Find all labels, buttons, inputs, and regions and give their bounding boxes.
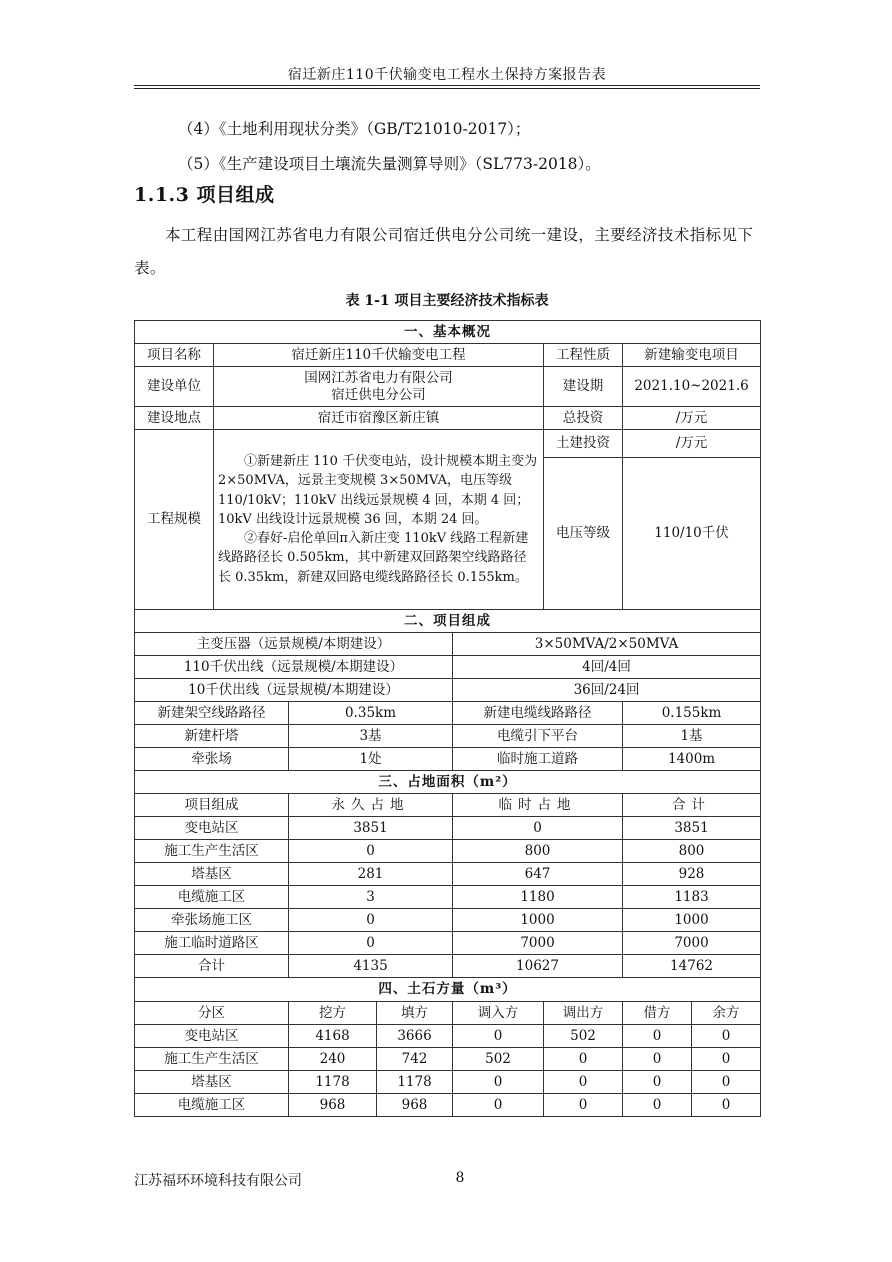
out10-label: 10千伏出线（远景规模/本期建设）	[135, 679, 453, 702]
earth-header: 调入方	[453, 1002, 544, 1025]
builder-line: 宿迁供电分公司	[331, 386, 426, 403]
land-cell: 1000	[623, 909, 761, 932]
earth-cell: 0	[544, 1048, 623, 1071]
earth-cell: 742	[377, 1048, 453, 1071]
land-cell: 牵张场施工区	[135, 909, 289, 932]
builder-value	[214, 367, 544, 407]
land-cell: 1000	[453, 909, 623, 932]
table-row	[135, 886, 761, 909]
earth-header-borrow: 借方	[623, 1002, 692, 1024]
earth-cell: 0	[544, 1071, 623, 1094]
total-invest-value: /万元	[623, 407, 761, 430]
earth-cell-pair	[623, 1025, 761, 1048]
land-cell: 7000	[453, 932, 623, 955]
total-invest-label: 总投资	[544, 407, 623, 430]
cable-label: 新建电缆线路路径	[453, 702, 623, 725]
earth-cell: 0	[721, 1050, 731, 1067]
earth-cell: 4168	[289, 1025, 377, 1048]
transformer-value: 3×50MVA/2×50MVA	[453, 633, 761, 656]
overhead-label: 新建架空线路路径	[135, 702, 289, 725]
land-cell: 变电站区	[135, 817, 289, 840]
header-rule-thin	[134, 88, 760, 89]
table-row	[135, 840, 761, 863]
platform-label: 电缆引下平台	[453, 725, 623, 748]
earth-cell: 0	[453, 1071, 544, 1094]
earth-header-surplus: 余方	[712, 1004, 740, 1021]
land-header: 临时占地	[453, 794, 623, 817]
earth-header: 填方	[377, 1002, 453, 1025]
table-caption: 表 1-1 项目主要经济技术指标表	[345, 293, 549, 309]
tower-label: 新建杆塔	[135, 725, 289, 748]
earth-header: 调出方	[544, 1002, 623, 1025]
earth-cell: 502	[453, 1048, 544, 1071]
indicator-table	[134, 320, 761, 1117]
earth-cell: 1178	[377, 1071, 453, 1094]
header-rule	[134, 85, 760, 86]
earth-cell: 502	[544, 1025, 623, 1048]
section-earthwork-title: 四、土石方量（m³）	[135, 978, 761, 1002]
earth-cell: 0	[623, 1071, 692, 1093]
earth-cell: 0	[544, 1094, 623, 1117]
earth-header	[623, 1002, 761, 1025]
footer-company: 江苏福环环境科技有限公司	[134, 1173, 302, 1189]
nature-label: 工程性质	[544, 344, 623, 367]
land-cell: 3851	[289, 817, 453, 840]
tension-label: 牵张场	[135, 748, 289, 771]
land-cell: 1180	[453, 886, 623, 909]
builder-label: 建设单位	[135, 367, 214, 407]
earth-cell: 0	[721, 1027, 731, 1044]
builder-line: 国网江苏省电力有限公司	[304, 369, 453, 386]
out110-label: 110千伏出线（远景规模/本期建设）	[135, 656, 453, 679]
land-cell: 647	[453, 863, 623, 886]
land-cell: 塔基区	[135, 863, 289, 886]
road-value: 1400m	[623, 748, 761, 771]
land-cell: 800	[623, 840, 761, 863]
cable-value: 0.155km	[623, 702, 761, 725]
land-cell: 0	[453, 817, 623, 840]
table-row	[135, 932, 761, 955]
scale-paragraph: ②春好-启伦单回π入新庄变 110kV 线路工程新建线路路径长 0.505km，其中新建双回路架空线路路径长 0.35km，新建双回路电缆线路路径长 0.155km。	[218, 531, 529, 585]
out10-value: 36回/24回	[453, 679, 761, 702]
earth-cell: 0	[721, 1073, 731, 1090]
land-cell: 14762	[623, 955, 761, 978]
nature-value: 新建输变电项目	[623, 344, 761, 367]
land-cell: 281	[289, 863, 453, 886]
earth-cell: 0	[721, 1096, 731, 1113]
earth-cell: 1178	[289, 1071, 377, 1094]
table-row	[135, 1071, 761, 1094]
earth-cell: 0	[623, 1094, 692, 1116]
civil-invest-label: 土建投资	[544, 430, 623, 458]
scale-paragraph: ①新建新庄 110 千伏变电站，设计规模本期主变为 2×50MVA，远景主变规模 3×50MVA，电压等级 110/10kV；110kV 出线远景规模 4 回，本期 4 回；10kV 出线设计远景规模 36 回，本期 24 回。	[218, 453, 538, 527]
table-row	[135, 1025, 761, 1048]
land-cell: 0	[289, 932, 453, 955]
land-cell: 928	[623, 863, 761, 886]
section-land-title: 三、占地面积（m²）	[135, 771, 761, 794]
intro-paragraph: 本工程由国网江苏省电力有限公司宿迁供电分公司统一建设，主要经济技术指标见下表。	[134, 226, 754, 277]
table-row	[135, 1048, 761, 1071]
land-cell: 0	[289, 909, 453, 932]
earth-cell: 0	[623, 1048, 692, 1070]
voltage-value: 110/10千伏	[623, 458, 761, 610]
land-cell: 3	[289, 886, 453, 909]
land-cell: 电缆施工区	[135, 886, 289, 909]
tension-value: 1处	[289, 748, 453, 771]
platform-value: 1基	[623, 725, 761, 748]
voltage-label: 电压等级	[544, 458, 623, 610]
earth-cell-pair	[623, 1071, 761, 1094]
land-cell: 3851	[623, 817, 761, 840]
page-number: 8	[455, 1170, 465, 1186]
land-cell: 7000	[623, 932, 761, 955]
reference-item: （5）《生产建设项目土壤流失量测算导则》（SL773-2018）。	[178, 155, 601, 173]
reference-item: （4）《土地利用现状分类》（GB/T21010-2017）；	[178, 120, 531, 138]
earth-cell: 0	[453, 1094, 544, 1117]
earth-cell: 电缆施工区	[135, 1094, 289, 1117]
location-label: 建设地点	[135, 407, 214, 430]
period-label: 建设期	[544, 367, 623, 407]
civil-invest-value: /万元	[623, 430, 761, 458]
section-basic-title: 一、基本概况	[135, 321, 761, 344]
earth-cell: 施工生产生活区	[135, 1048, 289, 1071]
transformer-label: 主变压器（远景规模/本期建设）	[135, 633, 453, 656]
land-header: 永久占地	[289, 794, 453, 817]
section-title: 1.1.3 项目组成	[134, 184, 275, 206]
table-row	[135, 1094, 761, 1117]
land-cell: 施工生产生活区	[135, 840, 289, 863]
earth-cell: 变电站区	[135, 1025, 289, 1048]
project-name-value: 宿迁新庄110千伏输变电工程	[214, 344, 544, 367]
table-row	[135, 955, 761, 978]
overhead-value: 0.35km	[289, 702, 453, 725]
earth-header: 挖方	[289, 1002, 377, 1025]
land-cell: 10627	[453, 955, 623, 978]
road-label: 临时施工道路	[453, 748, 623, 771]
earth-cell: 3666	[377, 1025, 453, 1048]
land-cell: 4135	[289, 955, 453, 978]
project-name-label: 项目名称	[135, 344, 214, 367]
earth-cell: 968	[377, 1094, 453, 1117]
earth-cell: 240	[289, 1048, 377, 1071]
out110-value: 4回/4回	[453, 656, 761, 679]
earth-cell: 0	[623, 1025, 692, 1047]
scale-description	[214, 430, 544, 610]
tower-value: 3基	[289, 725, 453, 748]
earth-cell: 0	[453, 1025, 544, 1048]
land-cell: 合计	[135, 955, 289, 978]
section-composition-title: 二、项目组成	[135, 610, 761, 633]
earth-cell-pair	[623, 1048, 761, 1071]
location-value: 宿迁市宿豫区新庄镇	[214, 407, 544, 430]
earth-header: 分区	[135, 1002, 289, 1025]
land-header: 合计	[623, 794, 761, 817]
table-row	[135, 909, 761, 932]
land-cell: 施工临时道路区	[135, 932, 289, 955]
earth-cell: 968	[289, 1094, 377, 1117]
table-row	[135, 863, 761, 886]
land-cell: 1183	[623, 886, 761, 909]
table-row	[135, 817, 761, 840]
land-cell: 800	[453, 840, 623, 863]
page-header: 宿迁新庄110千伏输变电工程水土保持方案报告表	[287, 67, 607, 83]
land-cell: 0	[289, 840, 453, 863]
period-value: 2021.10~2021.6	[623, 367, 761, 407]
land-header: 项目组成	[135, 794, 289, 817]
earth-cell: 塔基区	[135, 1071, 289, 1094]
earth-cell-pair	[623, 1094, 761, 1117]
scale-label: 工程规模	[135, 430, 214, 610]
